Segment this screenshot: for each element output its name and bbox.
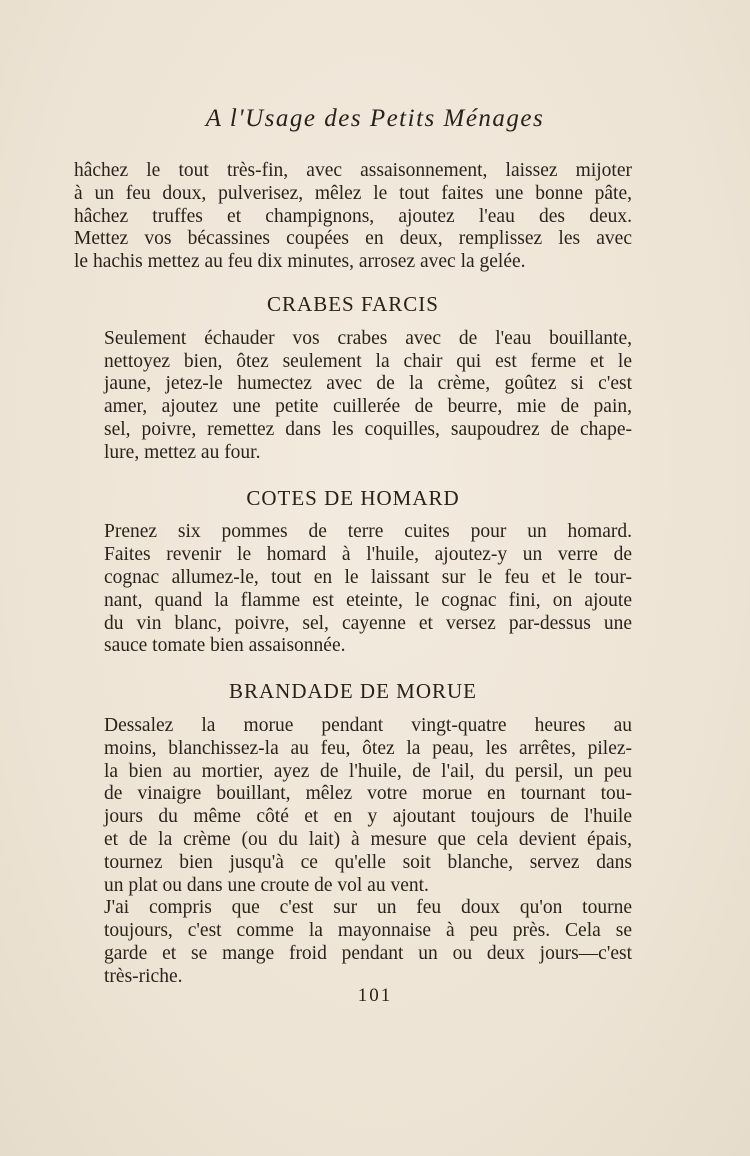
text-line: tournez bien jusqu'à ce qu'elle soit blanche, servez dans [104,851,632,873]
text-line: moins, blanchissez-la au feu, ôtez la peau, les arrêtes, pilez- [104,737,632,759]
text-line: sauce tomate bien assaisonnée. [104,635,346,657]
text-line: toujours, c'est comme la mayonnaise à peu près. Cela se [104,920,632,942]
text-line: hâchez truffes et champignons, ajoutez l'eau des deux. [74,205,632,227]
text-line: Faites revenir le homard à l'huile, ajoutez-y un verre de [104,544,632,566]
text-line: Prenez six pommes de terre cuites pour un homard. [104,521,632,543]
text-line: et de la crème (ou du lait) à mesure que cela devient épais, [104,828,632,850]
text-line: Seulement échauder vos crabes avec de l'eau bouillante, [104,327,632,349]
running-head: A l'Usage des Petits Ménages [205,105,545,132]
text-line: à un feu doux, pulverisez, mêlez le tout faites une bonne pâte, [74,182,632,204]
text-line: jaune, jetez-le humectez avec de la crème, goûtez si c'est [104,373,632,395]
text-line: du vin blanc, poivre, sel, cayenne et versez par-dessus une [104,612,632,634]
text-line: Mettez vos bécassines coupées en deux, remplissez les avec [74,228,632,250]
text-line: J'ai compris que c'est sur un feu doux qu'on tourne [104,897,632,919]
text-line: sel, poivre, remettez dans les coquilles, saupoudrez de chape- [104,418,632,440]
section-heading: COTES DE HOMARD [246,485,460,510]
page-body [74,160,632,989]
paragraph [74,160,632,274]
text-line: Dessalez la morue pendant vingt-quatre heures au [104,714,632,736]
text-line: très-riche. [104,965,183,987]
section-heading: CRABES FARCIS [267,291,439,316]
text-line: nant, quand la flamme est eteinte, le cognac fini, on ajoute [104,589,632,611]
page-number: 101 [357,985,393,1006]
paragraph [74,715,632,897]
text-line: la bien au mortier, ayez de l'huile, de l'ail, du persil, un peu [104,760,632,782]
section-heading: BRANDADE DE MORUE [229,679,477,704]
text-line: cognac allumez-le, tout en le laissant sur le feu et le tour- [104,566,632,588]
text-line: le hachis mettez au feu dix minutes, arrosez avec la gelée. [74,251,526,273]
text-line: lure, mettez au four. [104,441,261,463]
text-line: un plat ou dans une croute de vol au vent. [104,874,429,896]
text-line: jours du même côté et en y ajoutant toujours de l'huile [104,806,632,828]
text-line: amer, ajoutez une petite cuillerée de beurre, mie de pain, [104,396,632,418]
paragraph [74,521,632,658]
paragraph [74,328,632,465]
paragraph [74,897,632,988]
text-line: hâchez le tout très-fin, avec assaisonnement, laissez mijoter [74,160,632,181]
text-line: nettoyez bien, ôtez seulement la chair qui est ferme et le [104,350,632,372]
text-line: de vinaigre bouillant, mêlez votre morue en tournant tou- [104,783,632,805]
text-line: garde et se mange froid pendant un ou deux jours—c'est [104,942,632,964]
